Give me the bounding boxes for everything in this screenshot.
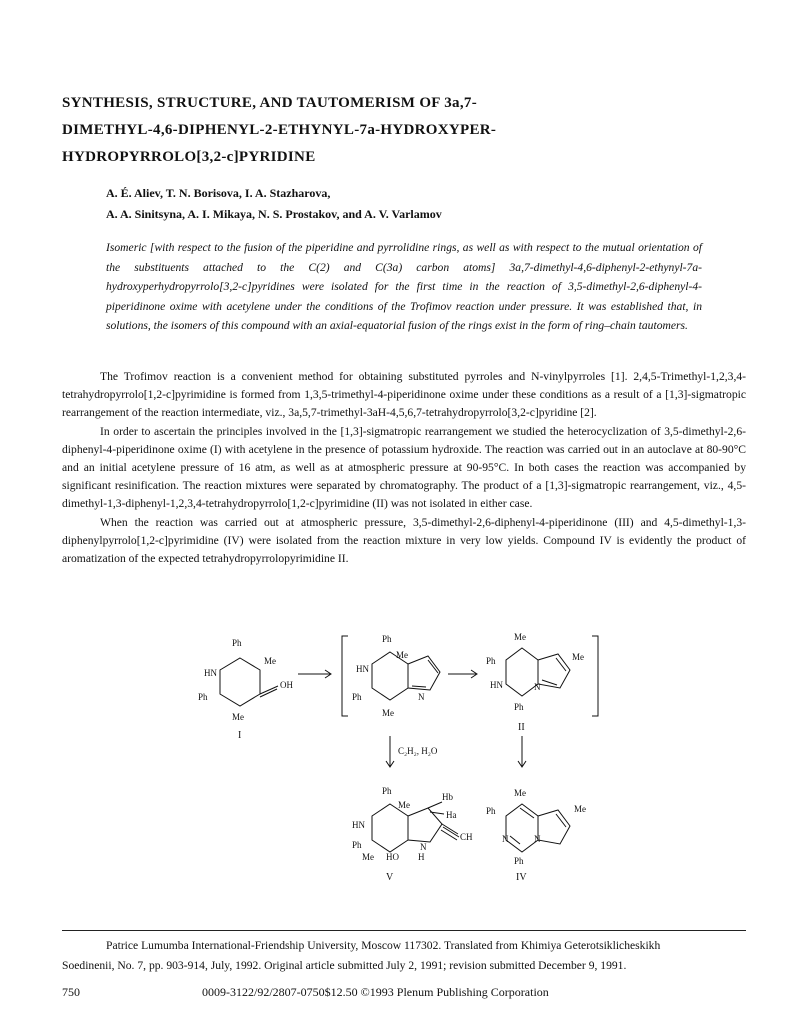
- footnote-line: Patrice Lumumba International-Friendship University, Moscow 117302. Translated from Khimiya Geterotsiklicheskikh: [106, 939, 661, 952]
- footnote: [62, 936, 746, 975]
- atom-label: Ph: [352, 840, 362, 850]
- atom-label: CH: [460, 832, 473, 842]
- atom-label: Me: [264, 656, 276, 666]
- atom-label: Ph: [514, 702, 524, 712]
- footnote-line: Soedinenii, No. 7, pp. 903-914, July, 1992. Original article submitted July 2, 1991; revision submitted December 9, 1991.: [62, 958, 627, 972]
- atom-label: Me: [362, 852, 374, 862]
- reagent-label: C₂H₂, H₂O: [398, 746, 438, 756]
- article-title: [62, 90, 762, 171]
- atom-label: Me: [514, 788, 526, 798]
- atom-label: N: [534, 682, 541, 692]
- atom-label: Me: [396, 650, 408, 660]
- atom-label: Me: [574, 804, 586, 814]
- page-number: 750: [62, 985, 80, 999]
- paragraph: When the reaction was carried out at atmospheric pressure, 3,5-dimethyl-2,6-diphenyl-4-piperidinone (III) and 4,5-dimethyl-1,3-diphenylpyrrolo[1,2-c]pyrimidine (IV) were isolated from the reaction mixture in very low yields. Compound IV is evidently the product of aromatization of the expected tetrahydropyrrolopyrimidine II.: [62, 515, 746, 566]
- atom-label: Hb: [442, 792, 453, 802]
- title-line: DIMETHYL-4,6-DIPHENYL-2-ETHYNYL-7a-HYDROXYPER-: [62, 122, 497, 138]
- abstract: Isomeric [with respect to the fusion of the piperidine and pyrrolidine rings, as well as with respect to the mutual orientation of the substituents attached to the C(2) and C(3a) carbon atoms] 3a,7-dimethyl-4,6-diphenyl-2-ethynyl-7a-hydroxyperhydropyrrolo[3,2-c]pyridines were isolated for the first time in the reaction of 3,5-dimethyl-2,6-diphenyl-4-piperidinone oxime with acetylene under the conditions of the Trofimov reaction under pressure. It was established that, in solutions, the isomers of this compound with an axial-equatorial fusion of the rings exist in the form of ring–chain tautomers.: [106, 241, 702, 333]
- compound-label: V: [386, 872, 394, 883]
- atom-label: H: [418, 852, 425, 862]
- atom-label: HO: [386, 852, 399, 862]
- title-line: SYNTHESIS, STRUCTURE, AND TAUTOMERISM OF 3a,7-: [62, 95, 477, 111]
- atom-label: OH: [280, 680, 293, 690]
- reaction-scheme: [180, 628, 640, 888]
- footnote-divider: [62, 930, 746, 931]
- atom-label: Ph: [382, 634, 392, 644]
- atom-label: Ph: [514, 856, 524, 866]
- atom-label: Me: [398, 800, 410, 810]
- author-list: [106, 183, 442, 225]
- issn-line: 0009-3122/92/2807-0750$12.50 ©1993 Plenum Publishing Corporation: [202, 985, 549, 999]
- atom-label: HN: [490, 680, 503, 690]
- compound-label: II: [518, 722, 525, 733]
- atom-label: Ph: [232, 638, 242, 648]
- atom-label: HN: [352, 820, 365, 830]
- paragraph: In order to ascertain the principles involved in the [1,3]-sigmatropic rearrangement we studied the heterocyclization of 3,5-dimethyl-2,6-diphenyl-4-piperidinone oxime (I) with acetylene in the presence of potassium hydroxide. The reaction was carried out in an autoclave at 80-90°C and an initial acetylene pressure of 16 atm, as well as at atmospheric pressure at 90-95°C. In both cases the reaction was accompanied by significant resinification. The reaction mixtures were separated by chromatography. The product of a [1,3]-sigmatropic rearrangement, viz., 4,5-dimethyl-1,3-diphenyl-1,2,3,4-tetrahydropyrrolo[1,2-c]pyrimidine (II) was not isolated in either case.: [62, 424, 746, 511]
- atom-label: Ph: [486, 656, 496, 666]
- compound-label: IV: [516, 872, 527, 883]
- atom-label: Ph: [486, 806, 496, 816]
- atom-label: HN: [204, 668, 217, 678]
- author-line: A. A. Sinitsyna, A. I. Mikaya, N. S. Prostakov, and A. V. Varlamov: [106, 207, 442, 221]
- author-line: A. É. Aliev, T. N. Borisova, I. A. Stazharova,: [106, 186, 331, 200]
- atom-label: Me: [382, 708, 394, 718]
- atom-label: N: [418, 692, 425, 702]
- body-text: [62, 368, 746, 568]
- atom-label: Ph: [352, 692, 362, 702]
- atom-label: Ph: [382, 786, 392, 796]
- atom-label: HN: [356, 664, 369, 674]
- atom-label: Me: [572, 652, 584, 662]
- atom-label: Me: [514, 632, 526, 642]
- atom-label: Ha: [446, 810, 457, 820]
- atom-label: N: [502, 834, 509, 844]
- title-line: HYDROPYRROLO[3,2-c]PYRIDINE: [62, 149, 316, 165]
- paragraph: The Trofimov reaction is a convenient method for obtaining substituted pyrroles and N-vinylpyrroles [1]. 2,4,5-Trimethyl-1,2,3,4-tetrahydropyrrolo[1,2-c]pyrimidine is formed from 1,3,5-trimethyl-4-piperidinone oxime under these conditions as a result of a [1,3]-sigmatropic rearrangement of the reaction intermediate, viz., 3a,5,7-trimethyl-3aH-4,5,6,7-tetrahydropyrrolo[3,2-c]pyridine [2].: [62, 370, 746, 420]
- atom-label: N: [534, 834, 541, 844]
- atom-label: N: [420, 842, 427, 852]
- atom-label: Me: [232, 712, 244, 722]
- atom-label: Ph: [198, 692, 208, 702]
- compound-label: I: [238, 730, 242, 741]
